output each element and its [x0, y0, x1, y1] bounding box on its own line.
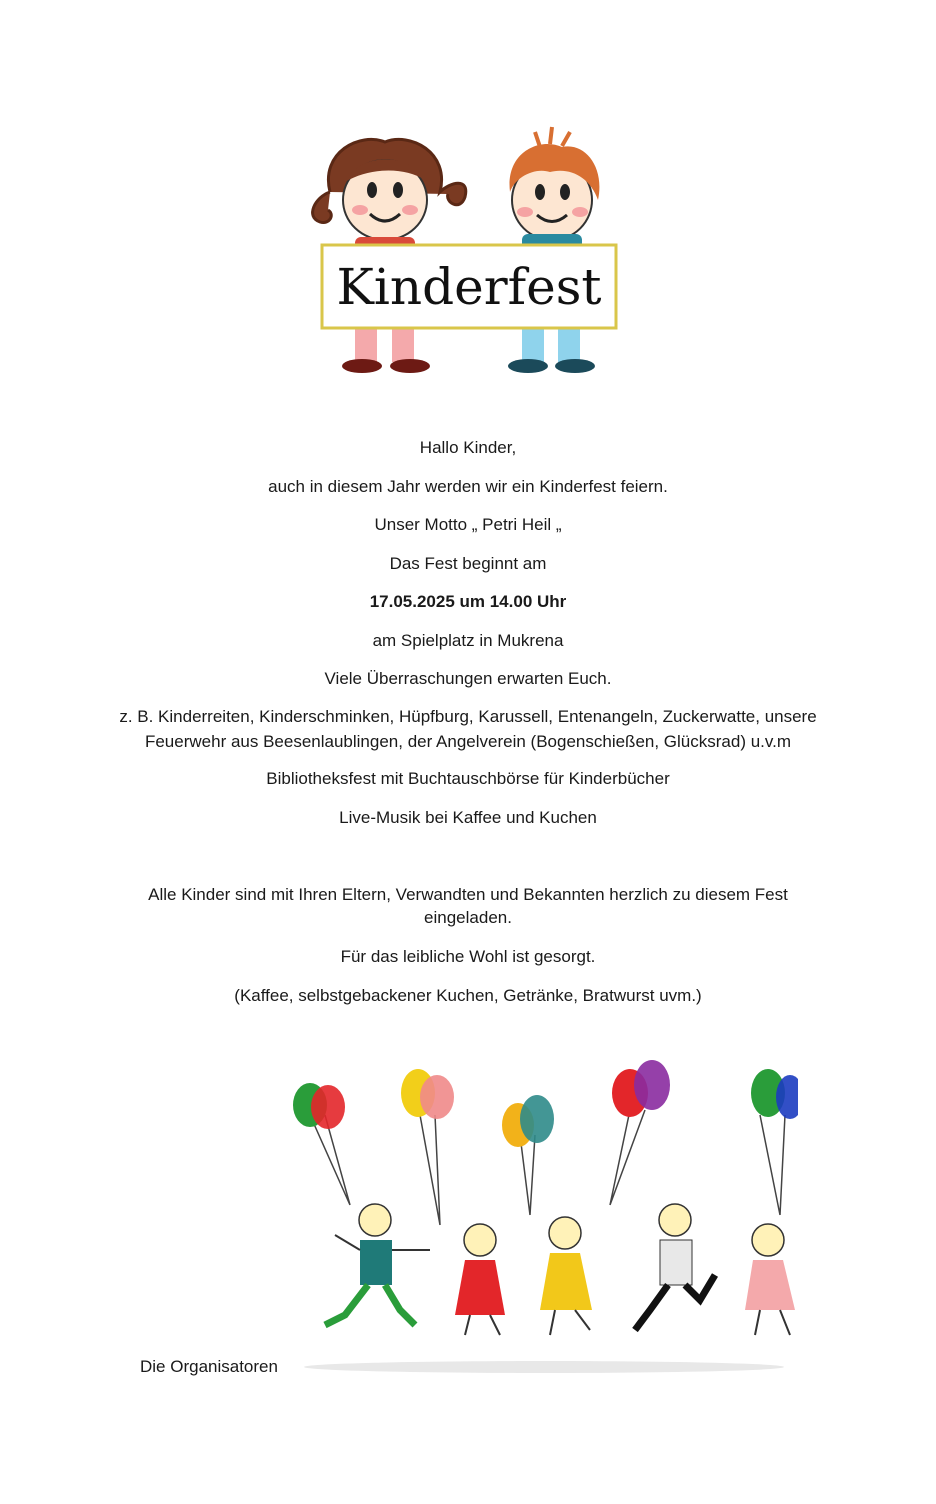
balloon-group-5	[751, 1069, 798, 1119]
logo-title: Kinderfest	[336, 258, 602, 316]
children-balloons-illustration	[290, 1055, 798, 1380]
food-line: Für das leibliche Wohl ist gesorgt.	[340, 947, 596, 966]
activities-line-1: z. B. Kinderreiten, Kinderschminken, Hüpfburg, Karussell, Entenangeln, Zuckerwatte, unsere	[119, 707, 817, 726]
location-line: am Spielplatz in Mukrena	[372, 631, 564, 650]
balloon-group-4	[612, 1060, 670, 1117]
child-3	[540, 1217, 592, 1335]
balloon-group-1	[293, 1083, 345, 1129]
child-2	[455, 1224, 505, 1335]
activities-line-2: Feuerwehr aus Beesenlaublingen, der Angelverein (Bogenschießen, Glücksrad) u.v.m	[144, 732, 792, 751]
balloon-group-3	[502, 1095, 554, 1147]
child-1	[325, 1204, 430, 1325]
invite-line-2: eingeladen.	[424, 908, 512, 927]
intro-line: auch in diesem Jahr werden wir ein Kinderfest feiern.	[268, 477, 668, 496]
child-4	[635, 1204, 715, 1330]
datetime-line: 17.05.2025 um 14.00 Uhr	[369, 592, 567, 611]
music-line: Live-Musik bei Kaffee und Kuchen	[339, 808, 597, 827]
menu-line: (Kaffee, selbstgebackener Kuchen, Getränke, Bratwurst uvm.)	[234, 986, 702, 1005]
kinderfest-logo	[300, 122, 634, 380]
surprises-line: Viele Überraschungen erwarten Euch.	[324, 669, 612, 688]
begins-line: Das Fest beginnt am	[389, 554, 547, 573]
greeting-line: Hallo Kinder,	[419, 438, 517, 457]
child-5	[745, 1224, 795, 1335]
signature: Die Organisatoren	[140, 1357, 278, 1376]
invite-line-1: Alle Kinder sind mit Ihren Eltern, Verwandten und Bekannten herzlich zu diesem Fest	[148, 885, 788, 904]
motto-line: Unser Motto „ Petri Heil „	[374, 515, 562, 534]
balloon-group-2	[401, 1069, 454, 1119]
library-line: Bibliotheksfest mit Buchtauschbörse für Kinderbücher	[266, 769, 670, 788]
